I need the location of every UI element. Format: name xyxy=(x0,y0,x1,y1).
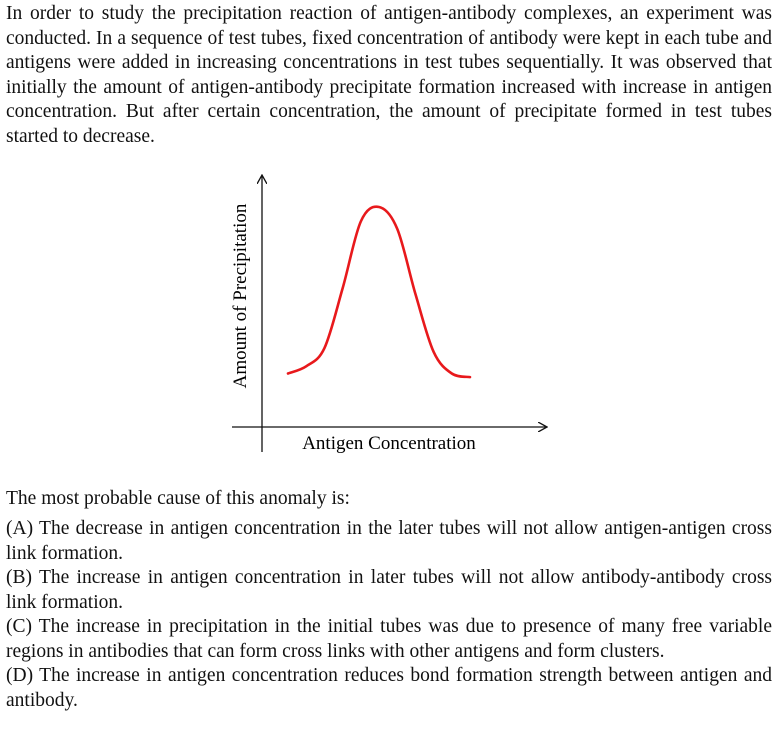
answer-options xyxy=(6,517,772,713)
question-stem: In order to study the precipitation reaction of antigen-antibody complexes, an experiment was conducted. In a sequence of test tubes, fixed concentration of antibody were kept in each tube and antigens were added in increasing concentrations in test tubes sequentially. It was observed that initially the amount of antigen-antibody precipitate formation increased with increase in antigen concentration. But after certain concentration, the amount of precipitate formed in test tubes started to decrease. xyxy=(6,3,772,147)
option-b[interactable]: (B) The increase in antigen concentration in later tubes will not allow antibody-antibody cross link formation. xyxy=(6,567,772,613)
y-axis-label: Amount of Precipitation xyxy=(230,203,251,389)
option-a[interactable]: (A) The decrease in antigen concentration in the later tubes will not allow antigen-antigen cross link formation. xyxy=(6,518,772,564)
x-axis-label: Antigen Concentration xyxy=(302,433,476,454)
question-prompt: The most probable cause of this anomaly is: xyxy=(6,488,350,509)
option-d[interactable]: (D) The increase in antigen concentration reduces bond formation strength between antigen and antibody. xyxy=(6,665,772,711)
precipitation-curve xyxy=(288,207,470,377)
option-c[interactable]: (C) The increase in precipitation in the initial tubes was due to presence of many free variable regions in antibodies that can form cross links with other antigens and form clusters. xyxy=(6,616,772,662)
